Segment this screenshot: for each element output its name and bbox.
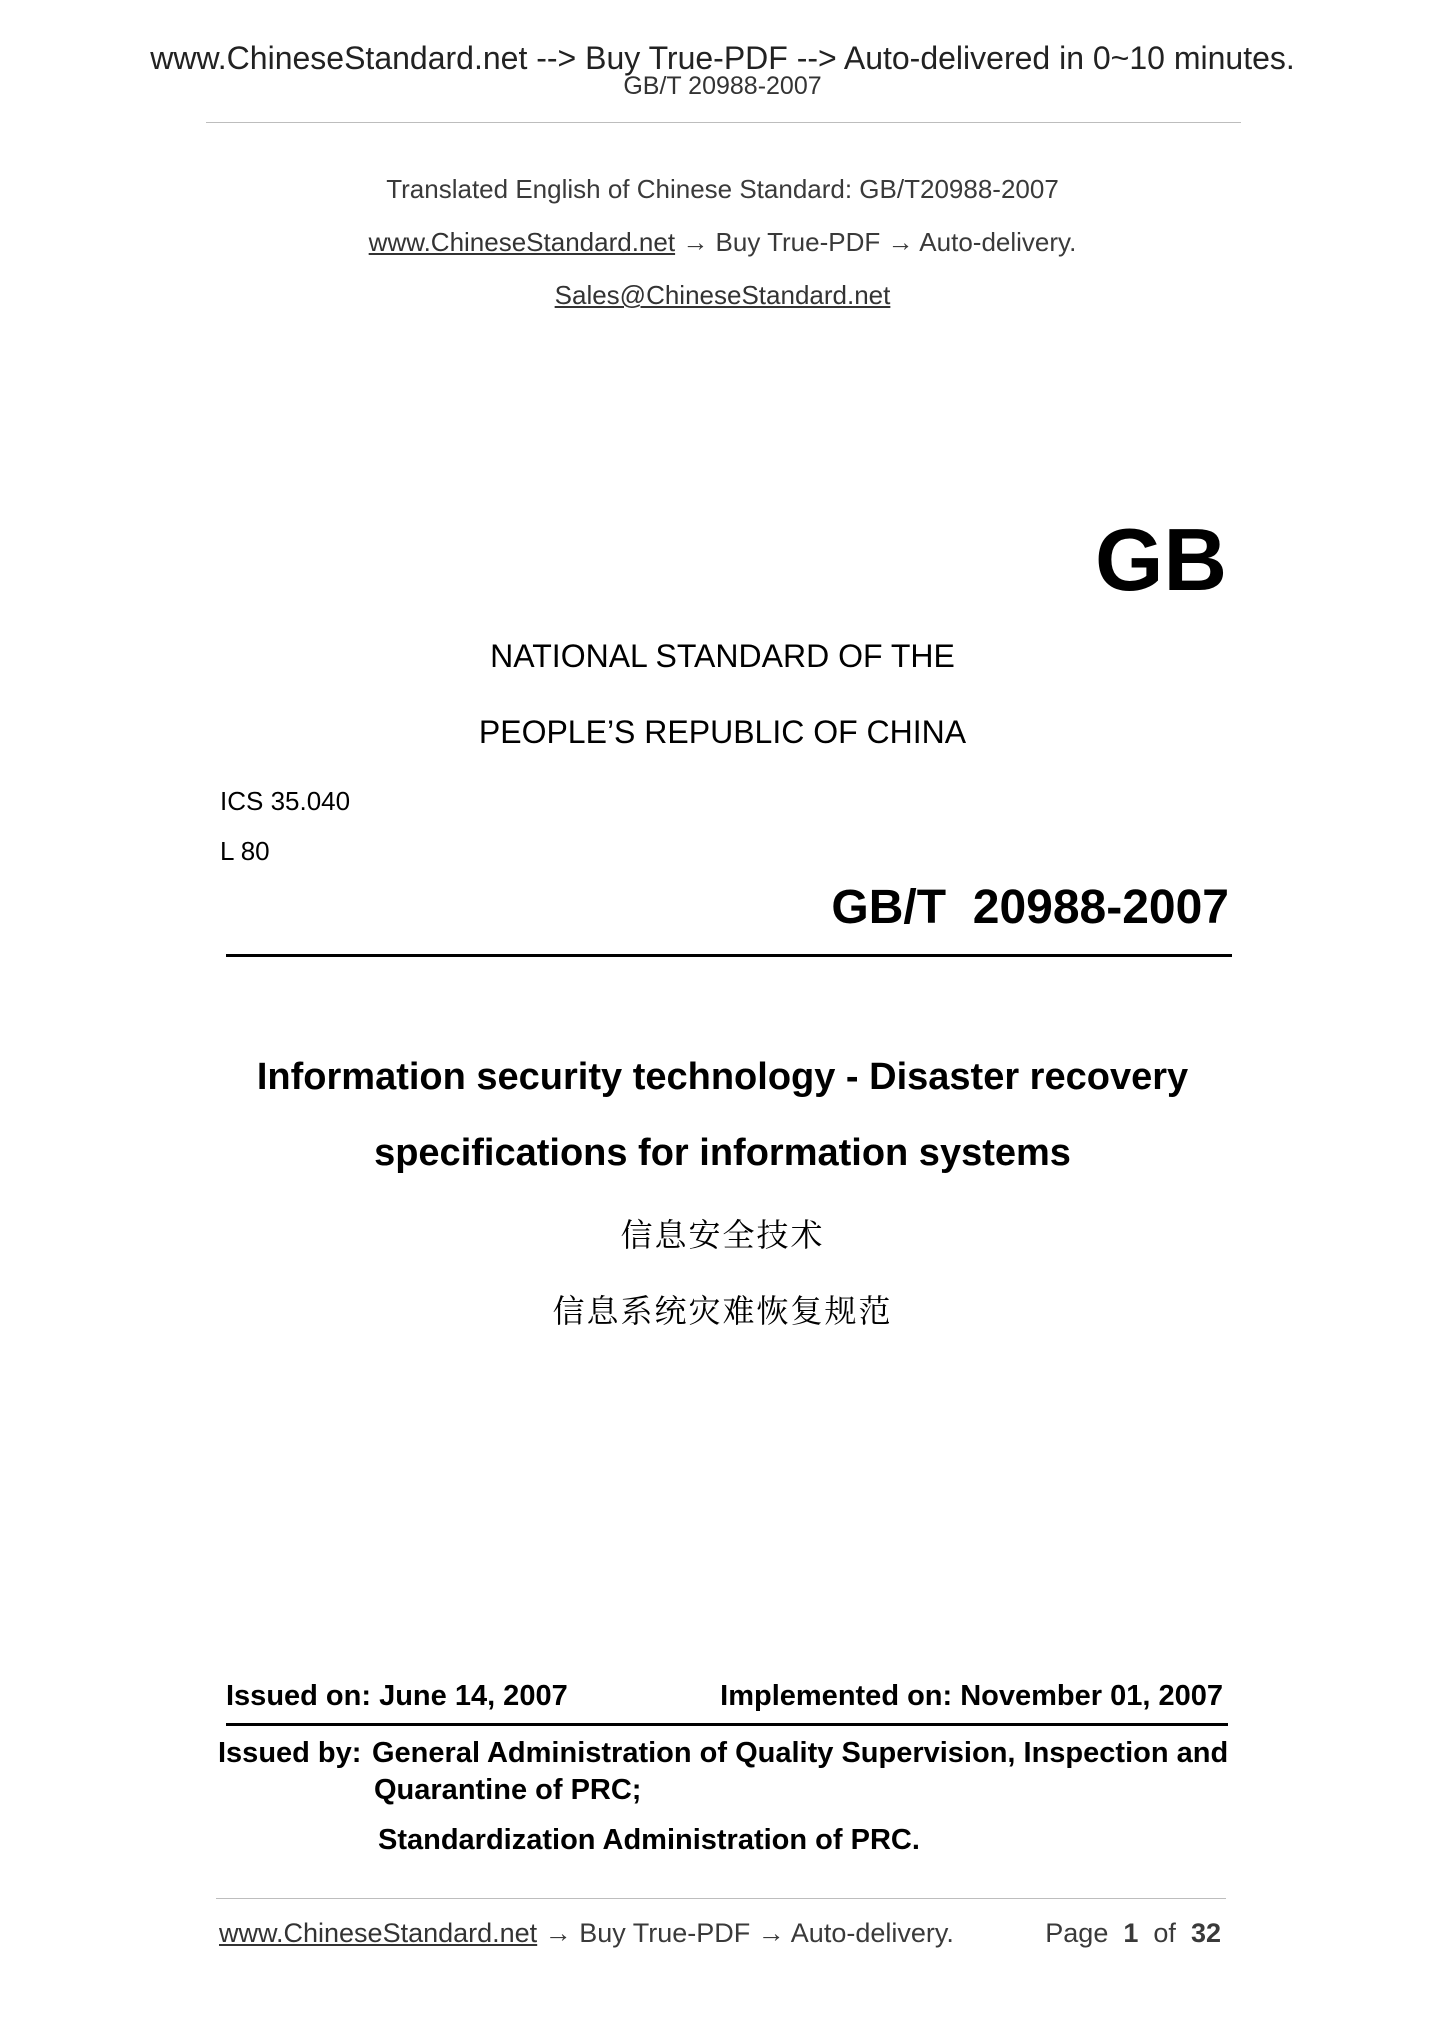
arrow-right-icon: → <box>757 1918 785 1948</box>
footer-site-link[interactable]: www.ChineseStandard.net <box>219 1918 538 1948</box>
arrow-right-icon: → <box>682 227 709 257</box>
footer-buy-line <box>219 1918 954 1949</box>
issuer-1-line-1: General Administration of Quality Supervision, Inspection and <box>372 1737 1229 1769</box>
header-site-link[interactable]: www.ChineseStandard.net <box>368 227 676 257</box>
standard-number: GB/T 20988-2007 <box>831 881 1229 934</box>
standard-number-rule <box>226 954 1232 957</box>
issuer-2: Standardization Administration of PRC. <box>378 1824 920 1856</box>
arrow-right-icon: → <box>887 227 914 257</box>
l-code: L 80 <box>220 836 270 866</box>
header-divider <box>206 122 1241 123</box>
page-indicator <box>1045 1918 1221 1949</box>
arrow-right-icon: → <box>544 1918 572 1948</box>
footer-delivery-label: Auto-delivery. <box>790 1918 954 1948</box>
title-line-1: Information security technology - Disaster recovery <box>256 1056 1189 1098</box>
issued-on: Issued on: June 14, 2007 <box>226 1680 568 1712</box>
issuer-1-line-2: Quarantine of PRC; <box>374 1774 642 1806</box>
national-line-2: PEOPLE’S REPUBLIC OF CHINA <box>478 714 967 750</box>
top-banner: www.ChineseStandard.net --> Buy True-PDF --> Auto-delivered in 0~10 minutes. <box>150 40 1295 76</box>
header-buy-line <box>0 227 1445 258</box>
implemented-on: Implemented on: November 01, 2007 <box>720 1680 1223 1712</box>
ics-code: ICS 35.040 <box>220 786 351 816</box>
footer-buy-label: Buy True-PDF <box>579 1918 751 1948</box>
email-link[interactable]: Sales@ChineseStandard.net <box>554 280 891 310</box>
page-current: 1 <box>1123 1918 1139 1948</box>
national-line-1: NATIONAL STANDARD OF THE <box>490 638 955 674</box>
title-line-2: specifications for information systems <box>374 1132 1071 1174</box>
page-word: Page <box>1045 1918 1109 1948</box>
header-doc-code: GB/T 20988-2007 <box>623 72 822 100</box>
of-word: of <box>1153 1918 1176 1948</box>
cn-title-line-2: 信息系统灾难恢复规范 <box>552 1292 893 1330</box>
page-total: 32 <box>1190 1918 1221 1948</box>
header-email-line <box>0 280 1445 311</box>
header-delivery-label: Auto-delivery. <box>919 227 1077 257</box>
dates-rule <box>226 1723 1228 1726</box>
footer-divider <box>216 1898 1226 1899</box>
issued-by-label: Issued by: <box>218 1737 362 1769</box>
gb-mark: GB <box>1095 510 1227 609</box>
header-buy-label: Buy True-PDF <box>715 227 881 257</box>
cn-title-line-1: 信息安全技术 <box>620 1216 825 1254</box>
translated-line: Translated English of Chinese Standard: GB/T20988-2007 <box>386 174 1059 204</box>
